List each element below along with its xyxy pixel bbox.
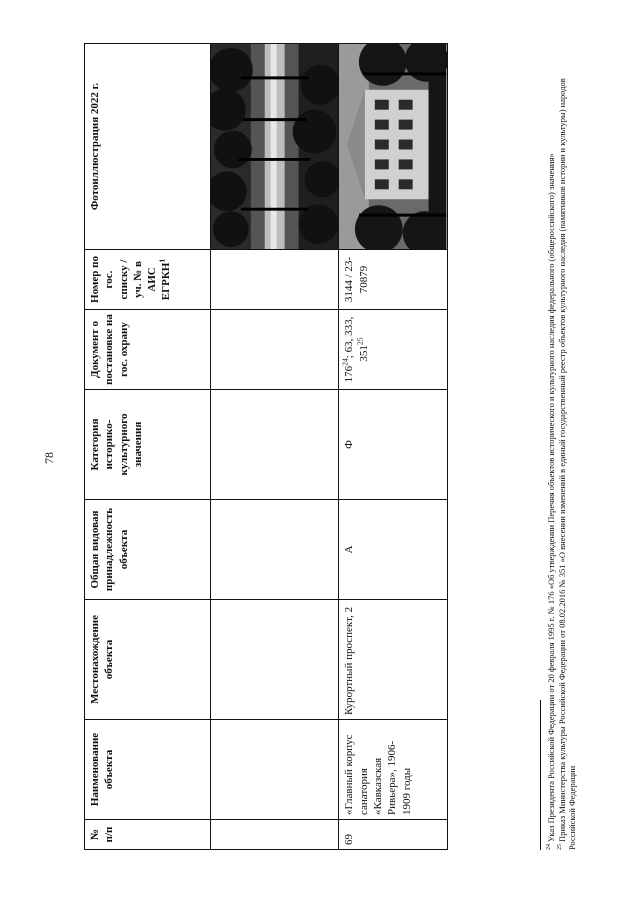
table-row bbox=[339, 44, 447, 850]
footnote-25: $^{25}$ Приказ Министерства культуры Российской Федерации от 08.02.2016 № 351 «О внесении изменений в единый государственный реестр объектов культурного наследия (памятников истории и культуры) народов Российской Федерации bbox=[556, 78, 578, 850]
page-number: 78 bbox=[42, 452, 56, 464]
photo-tree-lane bbox=[211, 44, 338, 249]
object-registry-number: 3144 / 23-70879 bbox=[339, 250, 447, 310]
header-row bbox=[85, 44, 211, 850]
header-category: Категория историко-культурного значения bbox=[85, 390, 211, 500]
header-registry-number: Номер по гос. списку /уч. № в АИС ЕГРКН$^1$ bbox=[85, 250, 211, 310]
row-number: 69 bbox=[339, 820, 447, 850]
footnotes bbox=[546, 50, 578, 850]
object-name: «Главный корпус санатория «Кавказская Ривьера», 1906-1909 годы bbox=[339, 720, 447, 820]
object-document: $176^{24}$; 63, 333, $351^{25}$ bbox=[339, 310, 447, 390]
header-type: Общая видовая принадлежность объекта bbox=[85, 500, 211, 600]
header-location: Местонахождение объекта bbox=[85, 600, 211, 720]
header-number: № п/п bbox=[85, 820, 211, 850]
object-category: Ф bbox=[339, 390, 447, 500]
header-name: Наименование объекта bbox=[85, 720, 211, 820]
object-location: Курортный проспект, 2 bbox=[339, 600, 447, 720]
photo-cell-tree-lane bbox=[211, 44, 339, 250]
header-photo: Фотоиллюстрация 2022 г. bbox=[85, 44, 211, 250]
footnote-separator bbox=[540, 700, 541, 850]
footnote-24: $^{24}$ Указ Президента Российской Федерации от 20 февраля 1995 г. № 176 «Об утверждении Перечня объектов исторического и культурного наследия федерального (общероссийского) значения» bbox=[546, 153, 556, 850]
table-row-blank bbox=[211, 44, 339, 850]
photo-cell-building bbox=[339, 44, 447, 250]
heritage-registry-table bbox=[84, 43, 448, 850]
object-type: А bbox=[339, 500, 447, 600]
header-document: Документ о постановке на гос. охрану bbox=[85, 310, 211, 390]
photo-building bbox=[339, 44, 446, 249]
